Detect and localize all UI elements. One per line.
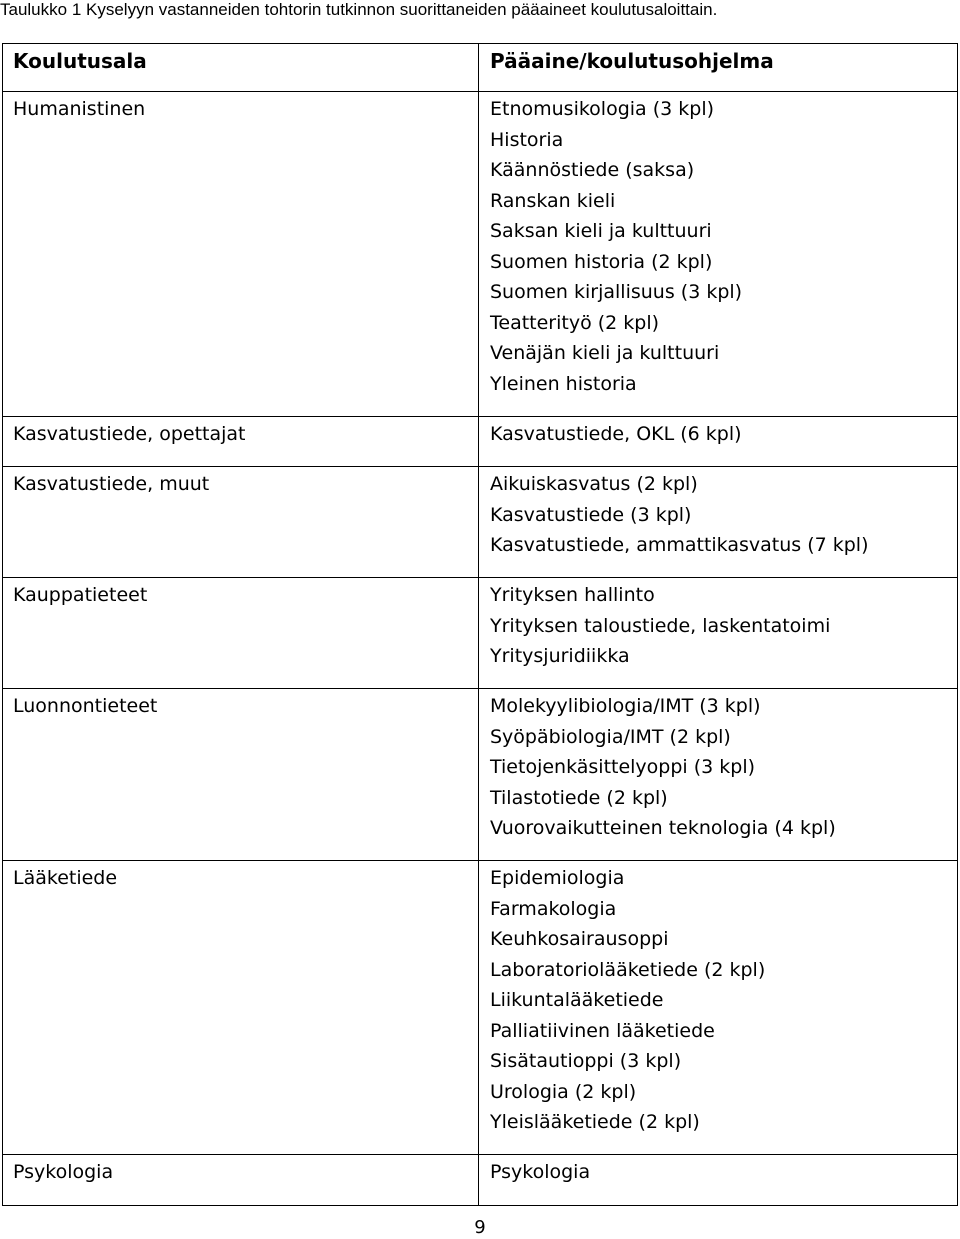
program-item: Liikuntalääketiede: [490, 989, 664, 1011]
program-item: Ranskan kieli: [490, 189, 616, 212]
field-cell: [3, 689, 479, 861]
program-cell: [479, 1155, 958, 1206]
field-label: Kauppatieteet: [13, 584, 148, 606]
program-item: Teatterityö (2 kpl): [490, 311, 660, 334]
program-item: Tietojenkäsittelyoppi (3 kpl): [490, 756, 756, 778]
header-koulutusala: Koulutusala: [13, 49, 147, 73]
table-row: [3, 1155, 958, 1206]
program-item: Aikuiskasvatus (2 kpl): [490, 473, 698, 495]
majors-table: [2, 43, 958, 1206]
program-item: Keuhkosairausoppi: [490, 928, 669, 950]
program-item: Etnomusikologia (3 kpl): [490, 98, 715, 120]
field-cell: [3, 1155, 479, 1206]
program-item: Saksan kieli ja kulttuuri: [490, 220, 712, 242]
field-label: Luonnontieteet: [13, 695, 158, 717]
field-cell-content: [3, 1155, 478, 1204]
field-cell-content: [3, 417, 478, 465]
field-cell-content: [3, 578, 478, 687]
program-item: Kasvatustiede, ammattikasvatus (7 kpl): [490, 534, 869, 556]
header-paaaine: Pääaine/koulutusohjelma: [490, 49, 774, 73]
program-item: Palliatiivinen lääketiede: [490, 1019, 715, 1042]
field-label: Kasvatustiede, opettajat: [13, 423, 246, 445]
header-cell-program: [479, 44, 958, 92]
program-item: Psykologia: [490, 1161, 591, 1183]
program-list: [479, 578, 957, 687]
field-cell-content: [3, 861, 478, 1153]
program-list: [479, 92, 957, 415]
program-item: Laboratoriolääketiede (2 kpl): [490, 958, 766, 981]
field-cell: [3, 417, 479, 467]
program-list: [479, 467, 957, 576]
program-list: [479, 417, 957, 465]
program-cell: [479, 417, 958, 467]
program-item: Farmakologia: [490, 897, 617, 920]
program-item: Sisätautioppi (3 kpl): [490, 1050, 682, 1072]
header-cell-field: [3, 44, 479, 92]
program-item: Tilastotiede (2 kpl): [490, 786, 668, 809]
field-cell: [3, 92, 479, 417]
program-item: Yritysjuridiikka: [490, 645, 630, 667]
program-item: Suomen kirjallisuus (3 kpl): [490, 281, 743, 303]
field-label: Humanistinen: [13, 98, 146, 120]
table-body: [3, 92, 958, 1206]
program-item: Syöpäbiologia/IMT (2 kpl): [490, 725, 731, 748]
program-item: Historia: [490, 128, 564, 151]
program-list: [479, 689, 957, 859]
program-item: Vuorovaikutteinen teknologia (4 kpl): [490, 817, 836, 839]
program-item: Yleislääketiede (2 kpl): [490, 1111, 700, 1133]
program-item: Kasvatustiede, OKL (6 kpl): [490, 423, 742, 445]
program-item: Käännöstiede (saksa): [490, 159, 695, 181]
field-label: Lääketiede: [13, 867, 118, 889]
table-row: [3, 467, 958, 578]
program-item: Venäjän kieli ja kulttuuri: [490, 342, 720, 364]
table-header-row: [3, 44, 958, 92]
program-cell: [479, 92, 958, 417]
field-label: Kasvatustiede, muut: [13, 473, 210, 495]
program-item: Yrityksen hallinto: [490, 584, 655, 606]
field-cell: [3, 467, 479, 578]
program-item: Suomen historia (2 kpl): [490, 250, 713, 273]
table-row: [3, 861, 958, 1155]
field-label: Psykologia: [13, 1161, 114, 1183]
table-row: [3, 689, 958, 861]
program-item: Molekyylibiologia/IMT (3 kpl): [490, 695, 761, 717]
page-number: 9: [474, 1217, 486, 1238]
program-item: Kasvatustiede (3 kpl): [490, 503, 692, 526]
field-cell-content: [3, 92, 478, 415]
program-item: Epidemiologia: [490, 867, 625, 889]
program-cell: [479, 578, 958, 689]
table-row: [3, 417, 958, 467]
field-cell: [3, 578, 479, 689]
field-cell-content: [3, 689, 478, 859]
program-list: [479, 1155, 957, 1204]
table-caption: Taulukko 1 Kyselyyn vastanneiden tohtorin tutkinnon suorittaneiden pääaineet koulutusaloittain.: [0, 0, 718, 19]
program-cell: [479, 467, 958, 578]
program-cell: [479, 861, 958, 1155]
program-item: Yrityksen taloustiede, laskentatoimi: [490, 614, 831, 637]
field-cell: [3, 861, 479, 1155]
table-row: [3, 92, 958, 417]
field-cell-content: [3, 467, 478, 576]
table-row: [3, 578, 958, 689]
program-list: [479, 861, 957, 1153]
program-item: Urologia (2 kpl): [490, 1080, 637, 1103]
program-cell: [479, 689, 958, 861]
program-item: Yleinen historia: [490, 372, 637, 395]
